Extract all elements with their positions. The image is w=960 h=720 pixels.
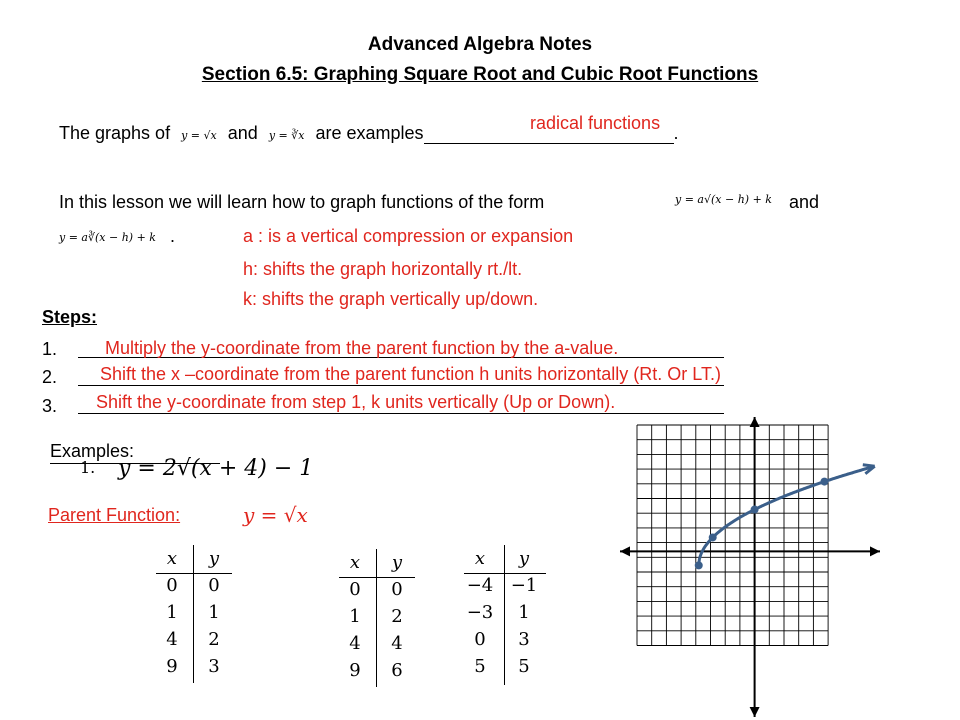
graph-point (751, 506, 759, 514)
lesson-form-cbrt: y = a∛(x − h) + k (59, 231, 156, 244)
note-a: a : is a vertical compression or expansion (243, 226, 574, 246)
page-title: Advanced Algebra Notes (367, 34, 593, 55)
step-num-2: 2. (42, 367, 58, 387)
table-divider-h (156, 573, 232, 574)
graph-points (695, 478, 829, 570)
graph-point (695, 561, 703, 569)
section-title: Section 6.5: Graphing Square Root and Cubic Root Functions (201, 64, 759, 85)
table-cell: 9 (166, 656, 178, 677)
example-equation: y = 2√(x + 4) − 1 (118, 456, 314, 481)
table-cell: −3 (466, 602, 494, 623)
step-line-2 (78, 385, 724, 386)
step-text-2: Shift the x –coordinate from the parent function h units horizontally (Rt. Or LT.) (100, 364, 721, 384)
table-divider-h (339, 577, 415, 578)
x-axis-arrow-right (870, 546, 880, 556)
table-stretched-x-col (335, 549, 375, 684)
intro-eq-sqrt: y = √x (181, 129, 217, 142)
intro-end: . (673, 123, 679, 143)
example-number: 1. (80, 458, 96, 477)
parent-function-eq: y = √x (243, 503, 308, 527)
step-text-1: Multiply the y-coordinate from the parent function by the a-value. (105, 338, 619, 358)
table-cell: 0 (391, 579, 403, 600)
y-axis-arrow-down (750, 707, 760, 717)
table-divider-h (464, 573, 546, 574)
table-stretched-y-col (377, 549, 417, 684)
intro-prefix: The graphs of (59, 123, 171, 143)
intro-answer: radical functions (530, 113, 661, 133)
table-divider-v (193, 545, 194, 683)
graph-point (820, 478, 828, 486)
table-cell: 4 (166, 629, 178, 650)
table-shifted-x-col (460, 545, 500, 680)
examples-heading: Examples: (50, 441, 135, 461)
table-divider-v (376, 549, 377, 687)
note-h: h: shifts the graph horizontally rt./lt. (243, 259, 523, 279)
parent-function-label: Parent Function: (48, 505, 181, 525)
table-cell: 0 (208, 575, 220, 596)
table-header-x: x (166, 548, 178, 569)
axes (620, 417, 880, 717)
x-axis-arrow-left (620, 546, 630, 556)
intro-suffix: are examples (315, 123, 424, 143)
step-text-3: Shift the y-coordinate from step 1, k units vertically (Up or Down). (96, 392, 616, 412)
lesson-line: In this lesson we will learn how to graph functions of the form (59, 192, 545, 212)
table-header-x: x (349, 552, 361, 573)
table-cell: 2 (208, 629, 220, 650)
coordinate-graph (585, 415, 915, 720)
table-cell: 0 (474, 629, 486, 650)
step-num-1: 1. (42, 339, 58, 359)
table-cell: 3 (208, 656, 220, 677)
table-cell: 1 (518, 602, 530, 623)
table-cell: 2 (391, 606, 403, 627)
y-axis-arrow-up (750, 417, 760, 427)
table-cell: 1 (208, 602, 220, 623)
table-cell: 1 (166, 602, 178, 623)
graph-point (709, 533, 717, 541)
step-line-3 (78, 413, 724, 414)
intro-eq-cbrt: y = ∛x (268, 129, 305, 142)
table-cell: 4 (391, 633, 403, 654)
table-cell: 0 (166, 575, 178, 596)
table-header-y: y (208, 548, 220, 569)
table-cell: 4 (349, 633, 361, 654)
lesson-and: and (789, 192, 820, 212)
table-cell: 0 (349, 579, 361, 600)
table-cell: 3 (518, 629, 530, 650)
table-cell: 5 (474, 656, 486, 677)
table-cell: 9 (349, 660, 361, 681)
step-num-3: 3. (42, 396, 58, 416)
intro-and: and (227, 123, 258, 143)
table-cell: −1 (510, 575, 538, 596)
table-shifted-y-col (504, 545, 544, 680)
table-cell: 1 (349, 606, 361, 627)
table-header-y: y (518, 548, 530, 569)
table-cell: −4 (466, 575, 494, 596)
steps-heading: Steps: (42, 307, 98, 327)
lesson-period: . (170, 226, 176, 246)
table-header-x: x (474, 548, 486, 569)
table-header-y: y (391, 552, 403, 573)
grid-lines (637, 425, 828, 646)
table-cell: 5 (518, 656, 530, 677)
table-parent-x-col (152, 545, 192, 680)
lesson-form-sqrt: y = a√(x − h) + k (675, 193, 772, 206)
table-cell: 6 (391, 660, 403, 681)
table-divider-v (504, 545, 505, 685)
table-parent-y-col (194, 545, 234, 680)
note-k: k: shifts the graph vertically up/down. (243, 289, 539, 309)
